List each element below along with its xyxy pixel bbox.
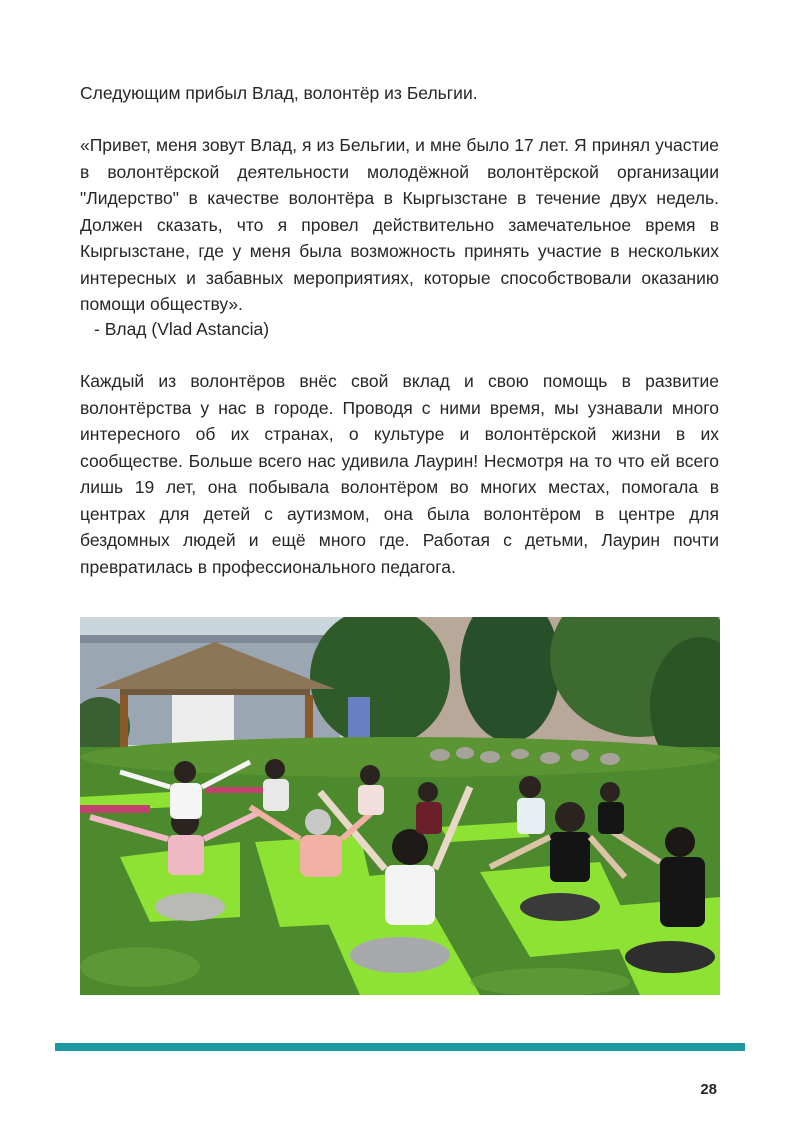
intro-paragraph: Следующим прибыл Влад, волонтёр из Бельгии. xyxy=(80,83,478,103)
body-paragraph: Каждый из волонтёров внёс свой вклад и свою помощь в развитие волонтёрства у нас в городе. Проводя с ними время, мы узнавали много интересного об их странах, о культуре и волонтёрской жизни в их сообществе. Больше всего нас удивила Лаурин! Несмотря на то что ей всего лишь 19 лет, она побывала волонтёром во многих местах, помогала в центрах для детей с аутизмом, она была волонтёром в центре для бездомных людей и ещё много где. Работая с детьми, Лаурин почти превратилась в профессионального педагога. xyxy=(80,371,719,577)
footer-rule xyxy=(55,1043,745,1051)
quote-signature: - Влад (Vlad Astancia) xyxy=(94,319,270,339)
quote-paragraph: «Привет, меня зовут Влад, я из Бельгии, и мне было 17 лет. Я принял участие в волонтёрской деятельности молодёжной волонтёрской организации "Лидерство" в качестве волонтёра в Кыргызстане в течение двух недель. Должен сказать, что я провел действительно замечательное время в Кыргызстане, где у меня была возможность принять участие в нескольких интересных и забавных мероприятиях, которые способствовали оказанию помощи обществу». xyxy=(80,135,719,314)
page-number: 28 xyxy=(700,1081,717,1098)
yoga-photo xyxy=(80,617,720,995)
